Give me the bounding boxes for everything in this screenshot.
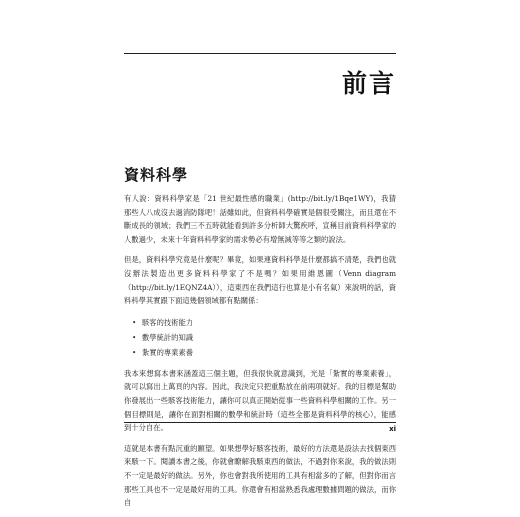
body-text [124,192,396,517]
footer-rule [124,422,396,423]
section-heading: 資料科學 [124,166,189,184]
bullet-item: • 數學統計的知識 [132,330,396,345]
page-number: xi [389,425,396,433]
bullet-list [124,315,396,360]
paragraph: 這就是本書有點沉重的願望。如果想學好駭客技術，最好的方法還是設法去找個東西來駭一下。閱讀本書之後，你就會瞭解我駭東西的做法，不過對你來說，我的做法則不一定是最好的做法。另外，你也會對我所使用的工具有相當多的了解，但對你而言那些工具也不一定是最好用的工具。你還會有相當熟悉我處理數據問題的做法，而你自 [124,443,396,508]
paragraph: 我本來想寫本書來涵蓋這三個主題，但我很快就意識到，光是「紮實的專業素養」，就可以寫出上萬頁的內容。因此，我決定只把重點放在前兩項就好。我的目標是幫助你發展出一些駭客技術能力，讓你可以真正開始從事一些資料科學相關的工作。另一個目標則是，讓你在面對相關的數學和統計時（這些全都是資料科學的核心），能感到十分自在。 [124,368,396,433]
paragraph: 但是，資料科學究竟是什麼呢？畢竟，如果連資料科學是什麼都搞不清楚，我們也就沒辦法製造出更多資料科學家了不是嗎？如果用維恩圖（Venn diagram（http://bit.ly/1EQNZ4A）），這東西在我們這行也算是小有名氣）來說明的話，資料科學其實跟下面這幾個領域都有點關係： [124,255,396,306]
bullet-item: • 駭客的技術能力 [132,315,396,330]
top-rule [124,53,396,54]
chapter-title: 前言 [341,69,396,98]
paragraph: 有人說：資料科學家是「21 世紀最性感的職業」(http://bit.ly/1Bqe1WY)，我猜那些人八成沒去過消防隊吧！話雖如此，但資料科學確實是個很受關注，而且還在不斷成長的領域；我們三不五時就能看到許多分析師大驚疾呼，宣稱目前資料科學家的人數過少，未來十年資料科學家的需求勢必有增無減等等之類的說法。 [124,194,396,244]
bullet-item: • 紮實的專業素養 [132,345,396,360]
